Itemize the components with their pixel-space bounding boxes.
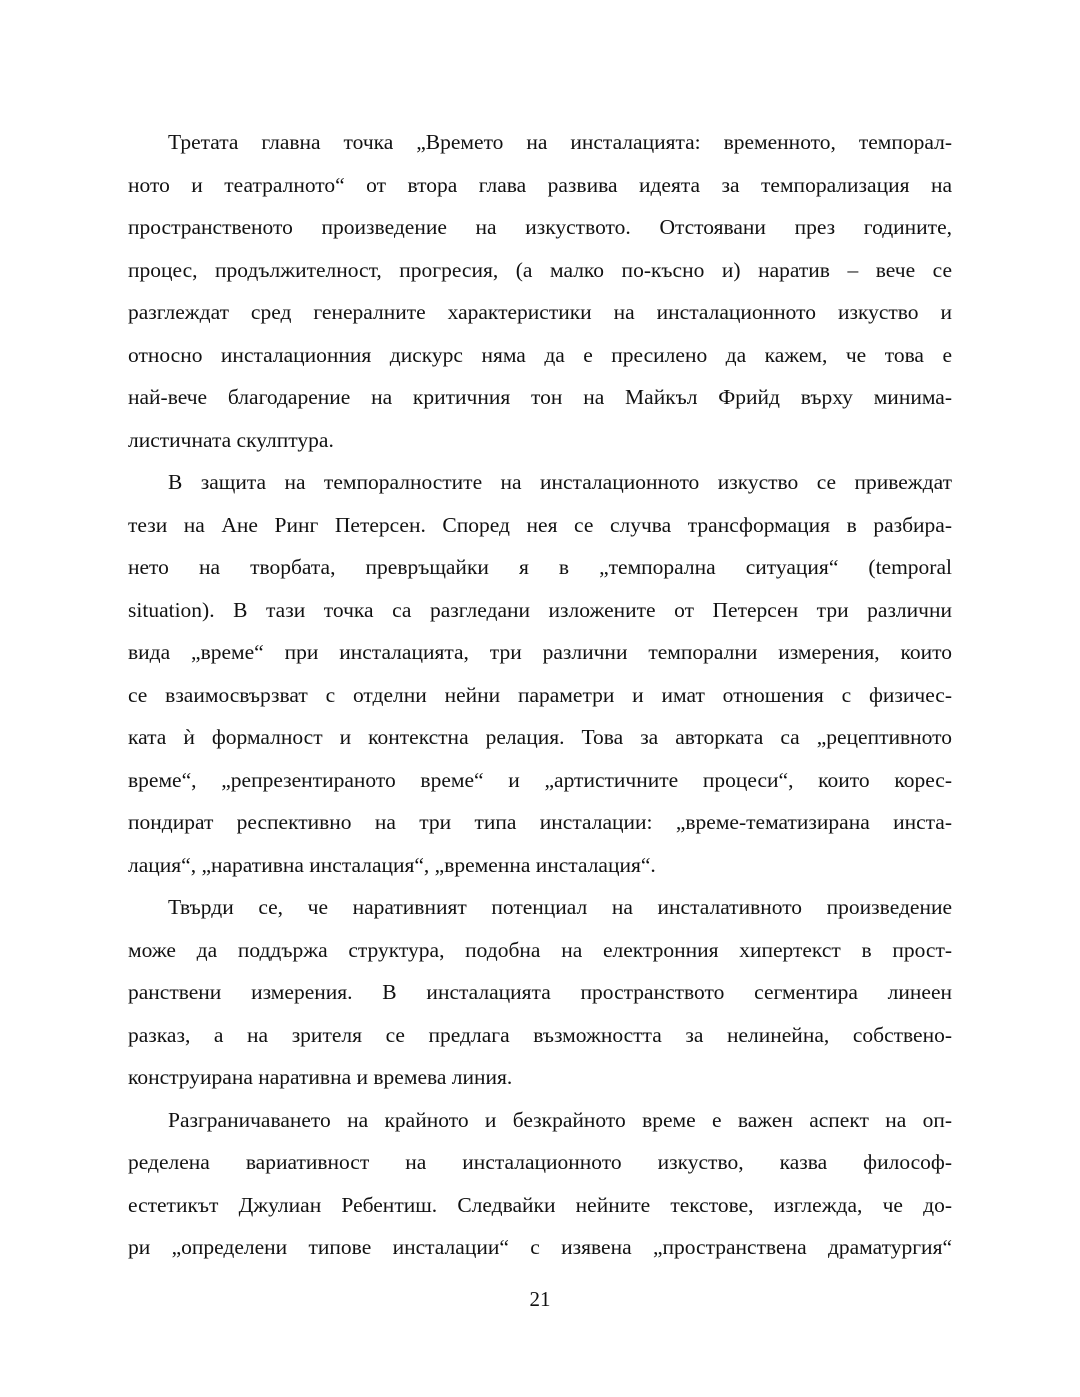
- paragraph-1-line: листичната скулптура.: [128, 427, 334, 452]
- paragraph-4-line: ри „определени типове инсталации“ с изявена „пространствена драматургия“: [128, 1235, 952, 1259]
- paragraph-3-line: може да поддържа структура, подобна на електронния хипертекст в прост-: [128, 937, 952, 962]
- paragraph-4-line: естетикът Джулиан Ребентиш. Следвайки нейните текстове, изглежда, че до-: [128, 1192, 952, 1217]
- paragraph-2-line: време“, „репрезентираното време“ и „артистичните процеси“, които корес-: [128, 767, 952, 792]
- paragraph-4-line: Разграничаването на крайното и безкрайното време е важен аспект на оп-: [168, 1107, 952, 1132]
- paragraph-1-line: пространственото произведение на изкуството. Отстоявани през годините,: [128, 215, 952, 239]
- paragraph-2-line: вида „време“ при инсталацията, три различни темпорални измерения, които: [128, 640, 952, 664]
- paragraph-2-line: се взаимосвързват с отделни нейни параметри и имат отношения с физичес-: [128, 682, 952, 707]
- paragraph-2-line: тези на Ане Ринг Петерсен. Според нея се случва трансформация в разбира-: [128, 512, 952, 537]
- paragraph-1-line: процес, продължителност, прогресия, (а малко по-късно и) наратив – вече се: [128, 257, 952, 282]
- paragraph-2-line: situation). В тази точка са разгледани изложените от Петерсен три различни: [128, 597, 952, 622]
- paragraph-2-line: ката ѝ формалност и контекстна релация. Това за авторката са „рецептивното: [128, 725, 952, 749]
- paragraph-1-line: най-вече благодарение на критичния тон на Майкъл Фрийд върху минима-: [128, 385, 952, 409]
- paragraph-1-line: Третата главна точка „Времето на инсталацията: временното, темпорал-: [168, 130, 952, 154]
- paragraph-2-line: лация“, „наративна инсталация“, „временна инсталация“.: [128, 852, 656, 877]
- paragraph-2-line: нето на творбата, превръщайки я в „темпорална ситуация“ (temporal: [128, 555, 952, 579]
- text-body: [128, 121, 952, 1269]
- paragraph-3-line: Твърди се, че наративният потенциал на инсталативното произведение: [168, 895, 952, 919]
- paragraph-4-line: ределена вариативност на инсталационното изкуство, казва философ-: [128, 1150, 952, 1174]
- page-number: 21: [529, 1287, 551, 1311]
- paragraph-1-line: ното и театралното“ от втора глава развива идеята за темпорализация на: [128, 172, 952, 197]
- paragraph-2-line: пондират респективно на три типа инсталации: „време-тематизирана инста-: [128, 810, 952, 834]
- paragraph-3-line: конструирана наративна и времева линия.: [128, 1065, 513, 1089]
- paragraph-1-line: разглеждат сред генералните характеристики на инсталационното изкуство и: [128, 300, 952, 324]
- paragraph-3-line: разказ, а на зрителя се предлага възможността за нелинейна, собствено-: [128, 1022, 952, 1047]
- paragraph-3-line: ранствени измерения. В инсталацията пространството сегментира линеен: [128, 980, 952, 1004]
- paragraph-1-line: относно инсталационния дискурс няма да е пресилено да кажем, че това е: [128, 342, 952, 367]
- paragraph-2-line: В защита на темпоралностите на инсталационното изкуство се привеждат: [168, 470, 952, 494]
